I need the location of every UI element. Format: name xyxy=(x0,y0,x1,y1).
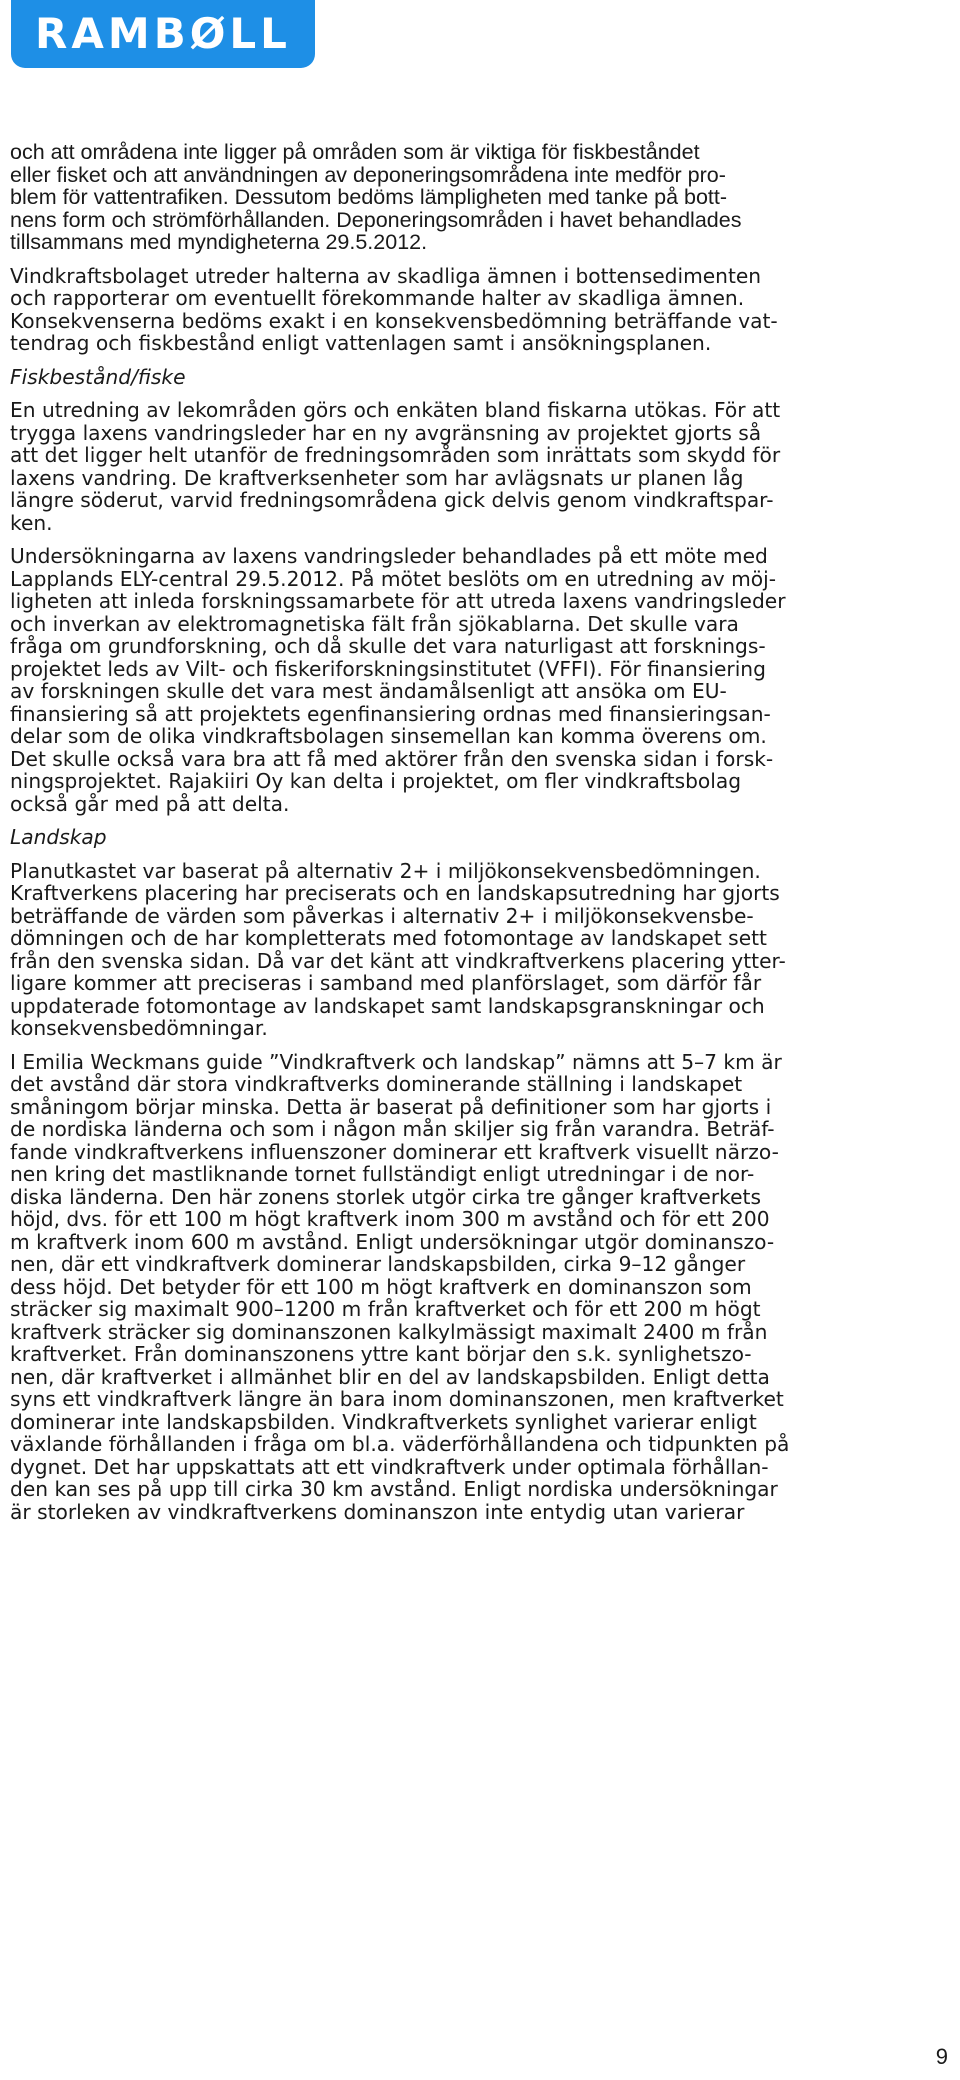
text-line: tendrag och fiskbestånd enligt vattenlagen samt i ansökningsplanen. xyxy=(10,331,712,355)
text-line: beträffande de värden som påverkas i alternativ 2+ i miljökonsekvensbe- xyxy=(10,903,754,928)
text-line: är storleken av vindkraftverkens dominanszon inte entydig utan varierar xyxy=(10,1499,745,1524)
paragraph-planutkast xyxy=(10,860,958,1040)
text-line: Konsekvenserna bedöms exakt i en konsekvensbedömning beträffande vat- xyxy=(10,308,778,333)
text-line: projektet leds av Vilt- och fiskeriforskningsinstitutet (VFFI). För finansiering xyxy=(10,656,766,681)
text-line: den kan ses på upp till cirka 30 km avstånd. Enligt nordiska undersökningar xyxy=(10,1477,778,1501)
text-line: ligare kommer att preciseras i samband med planförslaget, som därför får xyxy=(10,971,762,995)
text-line: m kraftverk inom 600 m avstånd. Enligt undersökningar utgör dominanszo- xyxy=(10,1229,775,1254)
text-line: Undersökningarna av laxens vandringsleder behandlades på ett möte med xyxy=(10,544,768,568)
text-line: Vindkraftsbolaget utreder halterna av skadliga ämnen i bottensedimenten xyxy=(10,263,762,288)
text-line: fande vindkraftverkens influenszoner dominerar ett kraftverk visuellt närzo- xyxy=(10,1139,779,1164)
paragraph-weckman-guide xyxy=(10,1051,958,1524)
text-line: höjd, dvs. för ett 100 m högt kraftverk inom 300 m avstånd och för ett 200 xyxy=(10,1207,770,1231)
text-line: de nordiska länderna och som i någon mån skiljer sig från varandra. Beträf- xyxy=(10,1117,775,1141)
text-line: dess höjd. Det betyder för ett 100 m högt kraftverk en dominanszon som xyxy=(10,1274,752,1299)
text-line: längre söderut, varvid fredningsområdena gick delvis genom vindkraftspar- xyxy=(10,488,774,512)
text-line: trygga laxens vandringsleder har en ny avgränsning av projektet gjorts så xyxy=(10,420,762,445)
heading-landskap: Landskap xyxy=(10,825,107,849)
text-line: diska länderna. Den här zonens storlek utgör cirka tre gånger kraftverkets xyxy=(10,1184,761,1209)
text-line: I Emilia Weckmans guide ”Vindkraftverk och landskap” nämns att 5–7 km är xyxy=(10,1049,782,1074)
text-line: dömningen och de har kompletterats med fotomontage av landskapet sett xyxy=(10,926,767,950)
text-line: laxens vandring. De kraftverksenheter som har avlägsnats ur planen låg xyxy=(10,465,744,490)
text-line: delar som de olika vindkraftsbolagen sinsemellan kan komma överens om. xyxy=(10,724,767,748)
text-line: blem för vattentrafiken. Dessutom bedöms lämpligheten med tanke på bott- xyxy=(10,185,728,209)
text-line: Lapplands ELY-central 29.5.2012. På mötet beslöts om en utredning av möj- xyxy=(10,566,777,591)
paragraph-lekomraden xyxy=(10,399,958,534)
text-line: tillsammans med myndigheterna 29.5.2012. xyxy=(10,230,428,254)
text-line: syns ett vindkraftverk längre än bara inom dominanszonen, men kraftverket xyxy=(10,1387,784,1411)
text-line: att det ligger helt utanför de fredningsområden som inrättats som skydd för xyxy=(10,443,781,467)
text-line: konsekvensbedömningar. xyxy=(10,1016,268,1040)
text-line: och inverkan av elektromagnetiska fält från sjökablarna. Det skulle vara xyxy=(10,611,739,636)
text-line: ken. xyxy=(10,510,53,535)
text-line: och rapporterar om eventuellt förekommande halter av skadliga ämnen. xyxy=(10,286,745,310)
logo-text: RAMBØLL xyxy=(35,9,291,58)
text-line: nen kring det mastliknande tornet fullständigt enligt utredningar i de nor- xyxy=(10,1162,755,1186)
ramboll-logo xyxy=(11,0,315,68)
text-line: dygnet. Det har uppskattats att ett vindkraftverk under optimala förhållan- xyxy=(10,1454,769,1479)
text-line: nens form och strömförhållanden. Deponeringsområden i havet behandlades xyxy=(10,207,742,232)
text-line: nen, där kraftverket i allmänhet blir en del av landskapsbilden. Enligt detta xyxy=(10,1364,770,1389)
paragraph-vandringsleder xyxy=(10,545,958,815)
text-line: det avstånd där stora vindkraftverks dominerande ställning i landskapet xyxy=(10,1072,743,1096)
text-line: också går med på att delta. xyxy=(10,791,290,816)
heading-fiskbestand: Fiskbestånd/fiske xyxy=(10,364,186,389)
text-line: uppdaterade fotomontage av landskapet samt landskapsgranskningar och xyxy=(10,993,765,1018)
text-line: Det skulle också vara bra att få med aktörer från den svenska sidan i forsk- xyxy=(10,746,774,771)
text-line: kraftverket. Från dominanszonens yttre kant börjar den s.k. synlighetszo- xyxy=(10,1342,752,1366)
text-line: En utredning av lekområden görs och enkäten bland fiskarna utökas. För att xyxy=(10,398,781,422)
text-line: från den svenska sidan. Då var det känt att vindkraftverkens placering ytter- xyxy=(10,948,786,973)
text-line: Kraftverkens placering har preciserats och en landskapsutredning har gjorts xyxy=(10,881,780,905)
paragraph-deponering xyxy=(10,141,958,254)
paragraph-bottensediment xyxy=(10,265,958,355)
text-line: ningsprojektet. Rajakiiri Oy kan delta i projektet, om fler vindkraftsbolag xyxy=(10,769,742,793)
text-line: växlande förhållanden i fråga om bl.a. väderförhållandena och tidpunkten på xyxy=(10,1432,790,1456)
text-line: och att områdena inte ligger på områden som är viktiga för fiskbeståndet xyxy=(10,140,700,164)
text-line: eller fisket och att användningen av deponeringsområdena inte medför pro- xyxy=(10,162,726,187)
text-line: småningom börjar minska. Detta är baserat på definitioner som har gjorts i xyxy=(10,1094,772,1119)
text-line: fråga om grundforskning, och då skulle det vara naturligast att forsknings- xyxy=(10,634,766,658)
text-line: nen, där ett vindkraftverk dominerar landskapsbilden, cirka 9–12 gånger xyxy=(10,1252,746,1276)
text-line: dominerar inte landskapsbilden. Vindkraftverkets synlighet varierar enligt xyxy=(10,1409,757,1434)
text-line: av forskningen skulle det vara mest ändamålsenligt att ansöka om EU- xyxy=(10,679,727,703)
page-number: 9 xyxy=(935,2044,948,2069)
document-body xyxy=(10,141,958,1523)
text-line: ligheten att inleda forskningssamarbete för att utreda laxens vandringsleder xyxy=(10,589,786,613)
text-line: sträcker sig maximalt 900–1200 m från kraftverket och för ett 200 m högt xyxy=(10,1297,761,1321)
text-line: Planutkastet var baserat på alternativ 2+ i miljökonsekvensbedömningen. xyxy=(10,858,761,883)
text-line: kraftverk sträcker sig dominanszonen kalkylmässigt maximalt 2400 m från xyxy=(10,1319,768,1344)
text-line: finansiering så att projektets egenfinansiering ordnas med finansieringsan- xyxy=(10,701,771,726)
